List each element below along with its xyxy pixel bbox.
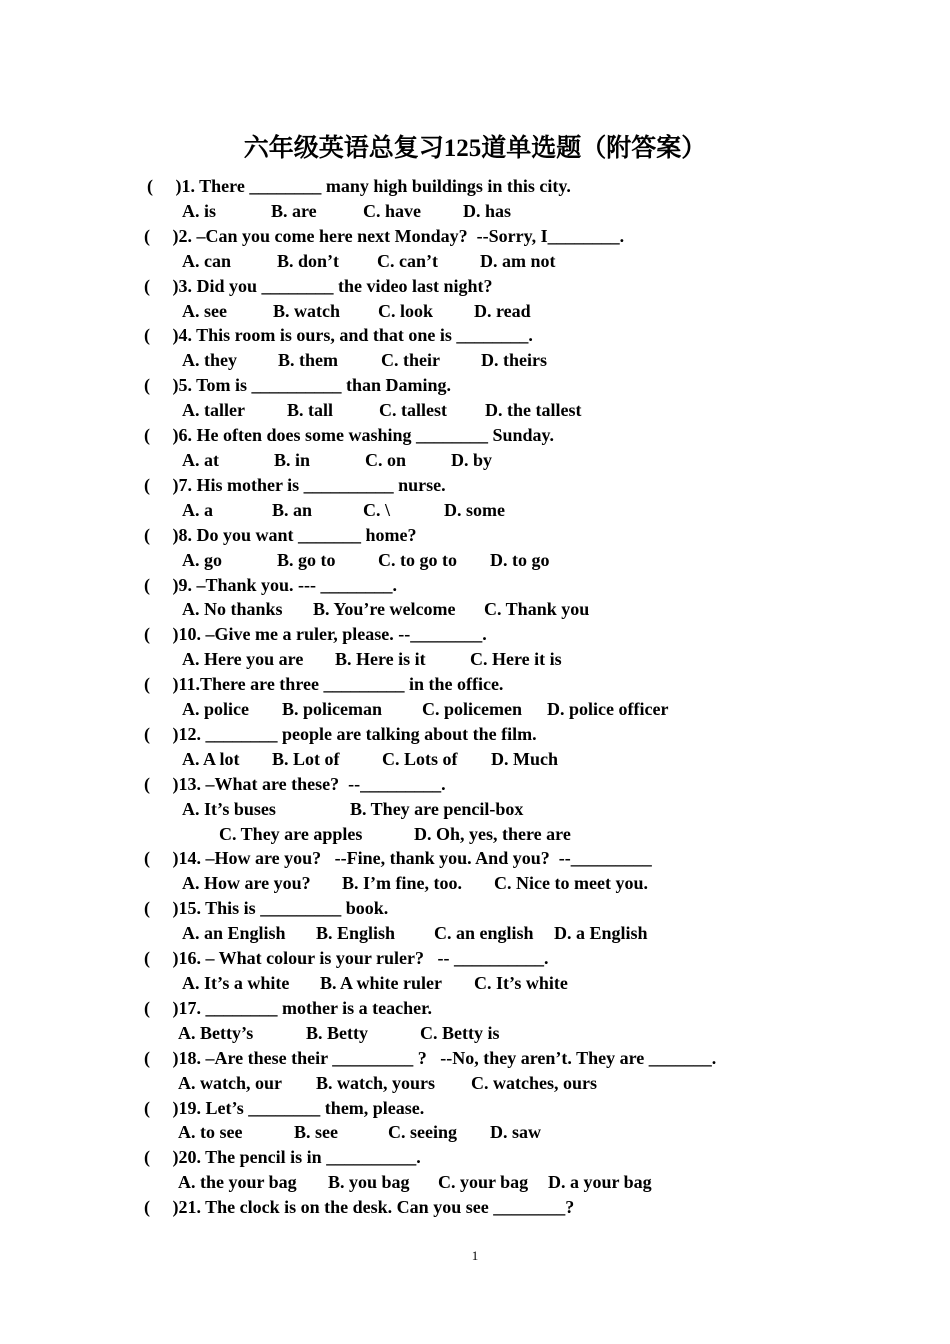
question-17-option-b: B. Betty bbox=[306, 1022, 368, 1043]
question-17-option-a: A. Betty’s bbox=[178, 1022, 254, 1043]
question-18-line bbox=[0, 1046, 950, 1071]
question-7-options bbox=[0, 498, 950, 523]
question-3-option-b: B. watch bbox=[273, 300, 340, 321]
question-4-option-a: A. they bbox=[182, 350, 237, 371]
question-5-line bbox=[0, 373, 950, 398]
question-20-line bbox=[0, 1145, 950, 1170]
question-3-option-d: D. read bbox=[474, 300, 531, 321]
question-16-line bbox=[0, 946, 950, 971]
question-11-option-a: A. police bbox=[182, 699, 249, 720]
question-1-stem: ( )1. There ________ many high buildings in this city. bbox=[147, 176, 571, 196]
question-6-option-c: C. on bbox=[365, 449, 407, 470]
question-15-line bbox=[0, 896, 950, 921]
question-18-option-c: C. watches, ours bbox=[471, 1072, 597, 1093]
question-5-option-a: A. taller bbox=[182, 400, 245, 421]
question-2-option-d: D. am not bbox=[480, 250, 556, 271]
question-15-option-d: D. a English bbox=[554, 923, 648, 944]
question-9-line bbox=[0, 573, 950, 598]
question-5-option-b: B. tall bbox=[287, 400, 334, 421]
question-19-option-d: D. saw bbox=[490, 1122, 542, 1143]
question-8-options bbox=[0, 548, 950, 573]
question-11-options bbox=[0, 697, 950, 722]
question-8-line bbox=[0, 523, 950, 548]
question-2-stem: ( )2. –Can you come here next Monday? --Sorry, I________. bbox=[144, 225, 625, 246]
question-9-stem: ( )9. –Thank you. --- ________. bbox=[144, 574, 398, 595]
question-16-option-c: C. It’s white bbox=[474, 973, 568, 993]
question-12-options bbox=[0, 747, 950, 772]
question-16-stem: ( )16. – What colour is your ruler? -- __________. bbox=[144, 948, 549, 969]
question-20-option-a: A. the your bag bbox=[178, 1172, 297, 1193]
question-13-options-row2 bbox=[0, 822, 950, 847]
question-12-stem: ( )12. ________ people are talking about the film. bbox=[144, 723, 537, 744]
question-4-option-b: B. them bbox=[278, 350, 338, 371]
question-7-stem: ( )7. His mother is __________ nurse. bbox=[144, 474, 446, 495]
question-9-option-a: A. No thanks bbox=[182, 599, 283, 620]
question-13-line bbox=[0, 772, 950, 797]
question-16-option-a: A. It’s a white bbox=[182, 973, 290, 993]
question-13-options-row1 bbox=[0, 797, 950, 822]
question-3-option-a: A. see bbox=[182, 300, 227, 321]
question-5-option-c: C. tallest bbox=[379, 400, 447, 421]
question-16-options bbox=[0, 971, 950, 996]
question-11-option-c: C. policemen bbox=[422, 699, 522, 720]
question-14-option-b: B. I’m fine, too. bbox=[342, 873, 462, 894]
question-3-options bbox=[0, 299, 950, 324]
question-13-option-a: A. It’s buses bbox=[182, 798, 276, 819]
question-4-line bbox=[0, 323, 950, 348]
question-10-option-a: A. Here you are bbox=[182, 649, 304, 670]
question-2-option-c: C. can’t bbox=[377, 250, 438, 271]
question-9-option-b: B. You’re welcome bbox=[313, 599, 456, 620]
question-20-option-d: D. a your bag bbox=[548, 1172, 652, 1193]
question-10-option-c: C. Here it is bbox=[470, 649, 562, 670]
question-2-option-a: A. can bbox=[182, 250, 231, 271]
question-13-option-c: C. They are apples bbox=[219, 823, 363, 844]
question-4-options bbox=[0, 348, 950, 373]
question-6-options bbox=[0, 448, 950, 473]
question-14-line bbox=[0, 846, 950, 871]
question-5-options bbox=[0, 398, 950, 423]
question-3-option-c: C. look bbox=[378, 300, 434, 321]
question-19-stem: ( )19. Let’s ________ them, please. bbox=[144, 1097, 425, 1118]
question-7-line bbox=[0, 473, 950, 498]
question-8-stem: ( )8. Do you want _______ home? bbox=[144, 524, 417, 545]
question-15-option-b: B. English bbox=[316, 923, 396, 944]
question-2-options bbox=[0, 249, 950, 274]
question-15-options bbox=[0, 921, 950, 946]
question-14-option-c: C. Nice to meet you. bbox=[494, 873, 648, 894]
question-1-option-b: B. are bbox=[271, 200, 317, 221]
question-10-stem: ( )10. –Give me a ruler, please. --________. bbox=[144, 624, 487, 645]
question-14-option-a: A. How are you? bbox=[182, 873, 311, 894]
question-6-line bbox=[0, 423, 950, 448]
question-8-option-b: B. go to bbox=[277, 549, 336, 570]
question-1-option-a: A. is bbox=[182, 200, 217, 221]
question-1-option-c: C. have bbox=[363, 200, 421, 221]
question-5-stem: ( )5. Tom is __________ than Daming. bbox=[144, 375, 452, 396]
question-18-stem: ( )18. –Are these their _________ ? --No, they aren’t. They are _______. bbox=[144, 1047, 717, 1068]
question-12-option-d: D. Much bbox=[491, 748, 558, 769]
question-9-option-c: C. Thank you bbox=[484, 599, 590, 620]
question-15-option-a: A. an English bbox=[182, 923, 286, 944]
question-11-line bbox=[0, 672, 950, 697]
question-4-option-d: D. theirs bbox=[481, 350, 547, 371]
question-12-line bbox=[0, 722, 950, 747]
question-1-options bbox=[0, 199, 950, 224]
question-6-option-d: D. by bbox=[451, 449, 493, 470]
question-17-line bbox=[0, 996, 950, 1021]
question-6-option-a: A. at bbox=[182, 449, 219, 470]
question-15-option-c: C. an english bbox=[434, 923, 534, 944]
question-1-line bbox=[0, 174, 950, 199]
question-18-option-b: B. watch, yours bbox=[316, 1072, 436, 1093]
question-8-option-d: D. to go bbox=[490, 549, 550, 570]
question-10-option-b: B. Here is it bbox=[335, 649, 426, 670]
question-3-line bbox=[0, 274, 950, 299]
question-2-line bbox=[0, 224, 950, 249]
question-18-options bbox=[0, 1071, 950, 1096]
question-2-option-b: B. don’t bbox=[277, 250, 340, 271]
question-12-option-c: C. Lots of bbox=[382, 748, 458, 769]
question-19-option-b: B. see bbox=[294, 1122, 338, 1143]
question-6-stem: ( )6. He often does some washing ________ Sunday. bbox=[144, 425, 555, 446]
question-13-option-b: B. They are pencil-box bbox=[350, 798, 524, 819]
question-11-option-b: B. policeman bbox=[282, 699, 383, 720]
question-7-option-a: A. a bbox=[182, 499, 213, 520]
question-13-option-d: D. Oh, yes, there are bbox=[414, 823, 571, 844]
question-17-option-c: C. Betty is bbox=[420, 1022, 500, 1043]
question-8-option-a: A. go bbox=[182, 549, 222, 570]
question-6-option-b: B. in bbox=[274, 449, 311, 470]
question-10-options bbox=[0, 647, 950, 672]
question-20-options bbox=[0, 1170, 950, 1195]
question-7-option-c: C. \ bbox=[363, 499, 390, 520]
question-17-stem: ( )17. ________ mother is a teacher. bbox=[144, 997, 432, 1018]
question-19-options bbox=[0, 1120, 950, 1145]
question-10-line bbox=[0, 622, 950, 647]
page-title: 六年级英语总复习125道单选题（附答案） bbox=[243, 135, 707, 162]
question-8-option-c: C. to go to bbox=[378, 549, 457, 570]
question-21-stem: ( )21. The clock is on the desk. Can you see ________? bbox=[144, 1197, 575, 1218]
question-1-option-d: D. has bbox=[463, 200, 512, 221]
question-19-option-a: A. to see bbox=[178, 1122, 243, 1143]
question-11-option-d: D. police officer bbox=[547, 699, 669, 720]
page-number: 1 bbox=[471, 1248, 479, 1263]
question-12-option-b: B. Lot of bbox=[272, 748, 340, 769]
question-3-stem: ( )3. Did you ________ the video last night? bbox=[144, 275, 493, 296]
question-12-option-a: A. A lot bbox=[182, 748, 240, 769]
question-4-stem: ( )4. This room is ours, and that one is ________. bbox=[144, 325, 533, 346]
question-14-stem: ( )14. –How are you? --Fine, thank you. And you? --_________ bbox=[144, 848, 652, 869]
question-19-option-c: C. seeing bbox=[388, 1122, 457, 1143]
question-14-options bbox=[0, 871, 950, 896]
question-21-line bbox=[0, 1195, 950, 1220]
question-list bbox=[0, 174, 950, 1220]
question-17-options bbox=[0, 1021, 950, 1046]
question-13-stem: ( )13. –What are these? --_________. bbox=[144, 773, 446, 794]
question-5-option-d: D. the tallest bbox=[485, 400, 582, 421]
question-20-option-c: C. your bag bbox=[438, 1172, 529, 1193]
question-18-option-a: A. watch, our bbox=[178, 1072, 282, 1093]
question-15-stem: ( )15. This is _________ book. bbox=[144, 898, 389, 919]
question-9-options bbox=[0, 597, 950, 622]
question-11-stem: ( )11.There are three _________ in the office. bbox=[144, 674, 504, 695]
question-19-line bbox=[0, 1096, 950, 1121]
question-4-option-c: C. their bbox=[381, 350, 440, 371]
question-20-option-b: B. you bag bbox=[328, 1172, 410, 1193]
question-20-stem: ( )20. The pencil is in __________. bbox=[144, 1147, 421, 1168]
question-7-option-d: D. some bbox=[444, 499, 505, 520]
question-7-option-b: B. an bbox=[272, 499, 313, 520]
question-16-option-b: B. A white ruler bbox=[320, 973, 442, 993]
